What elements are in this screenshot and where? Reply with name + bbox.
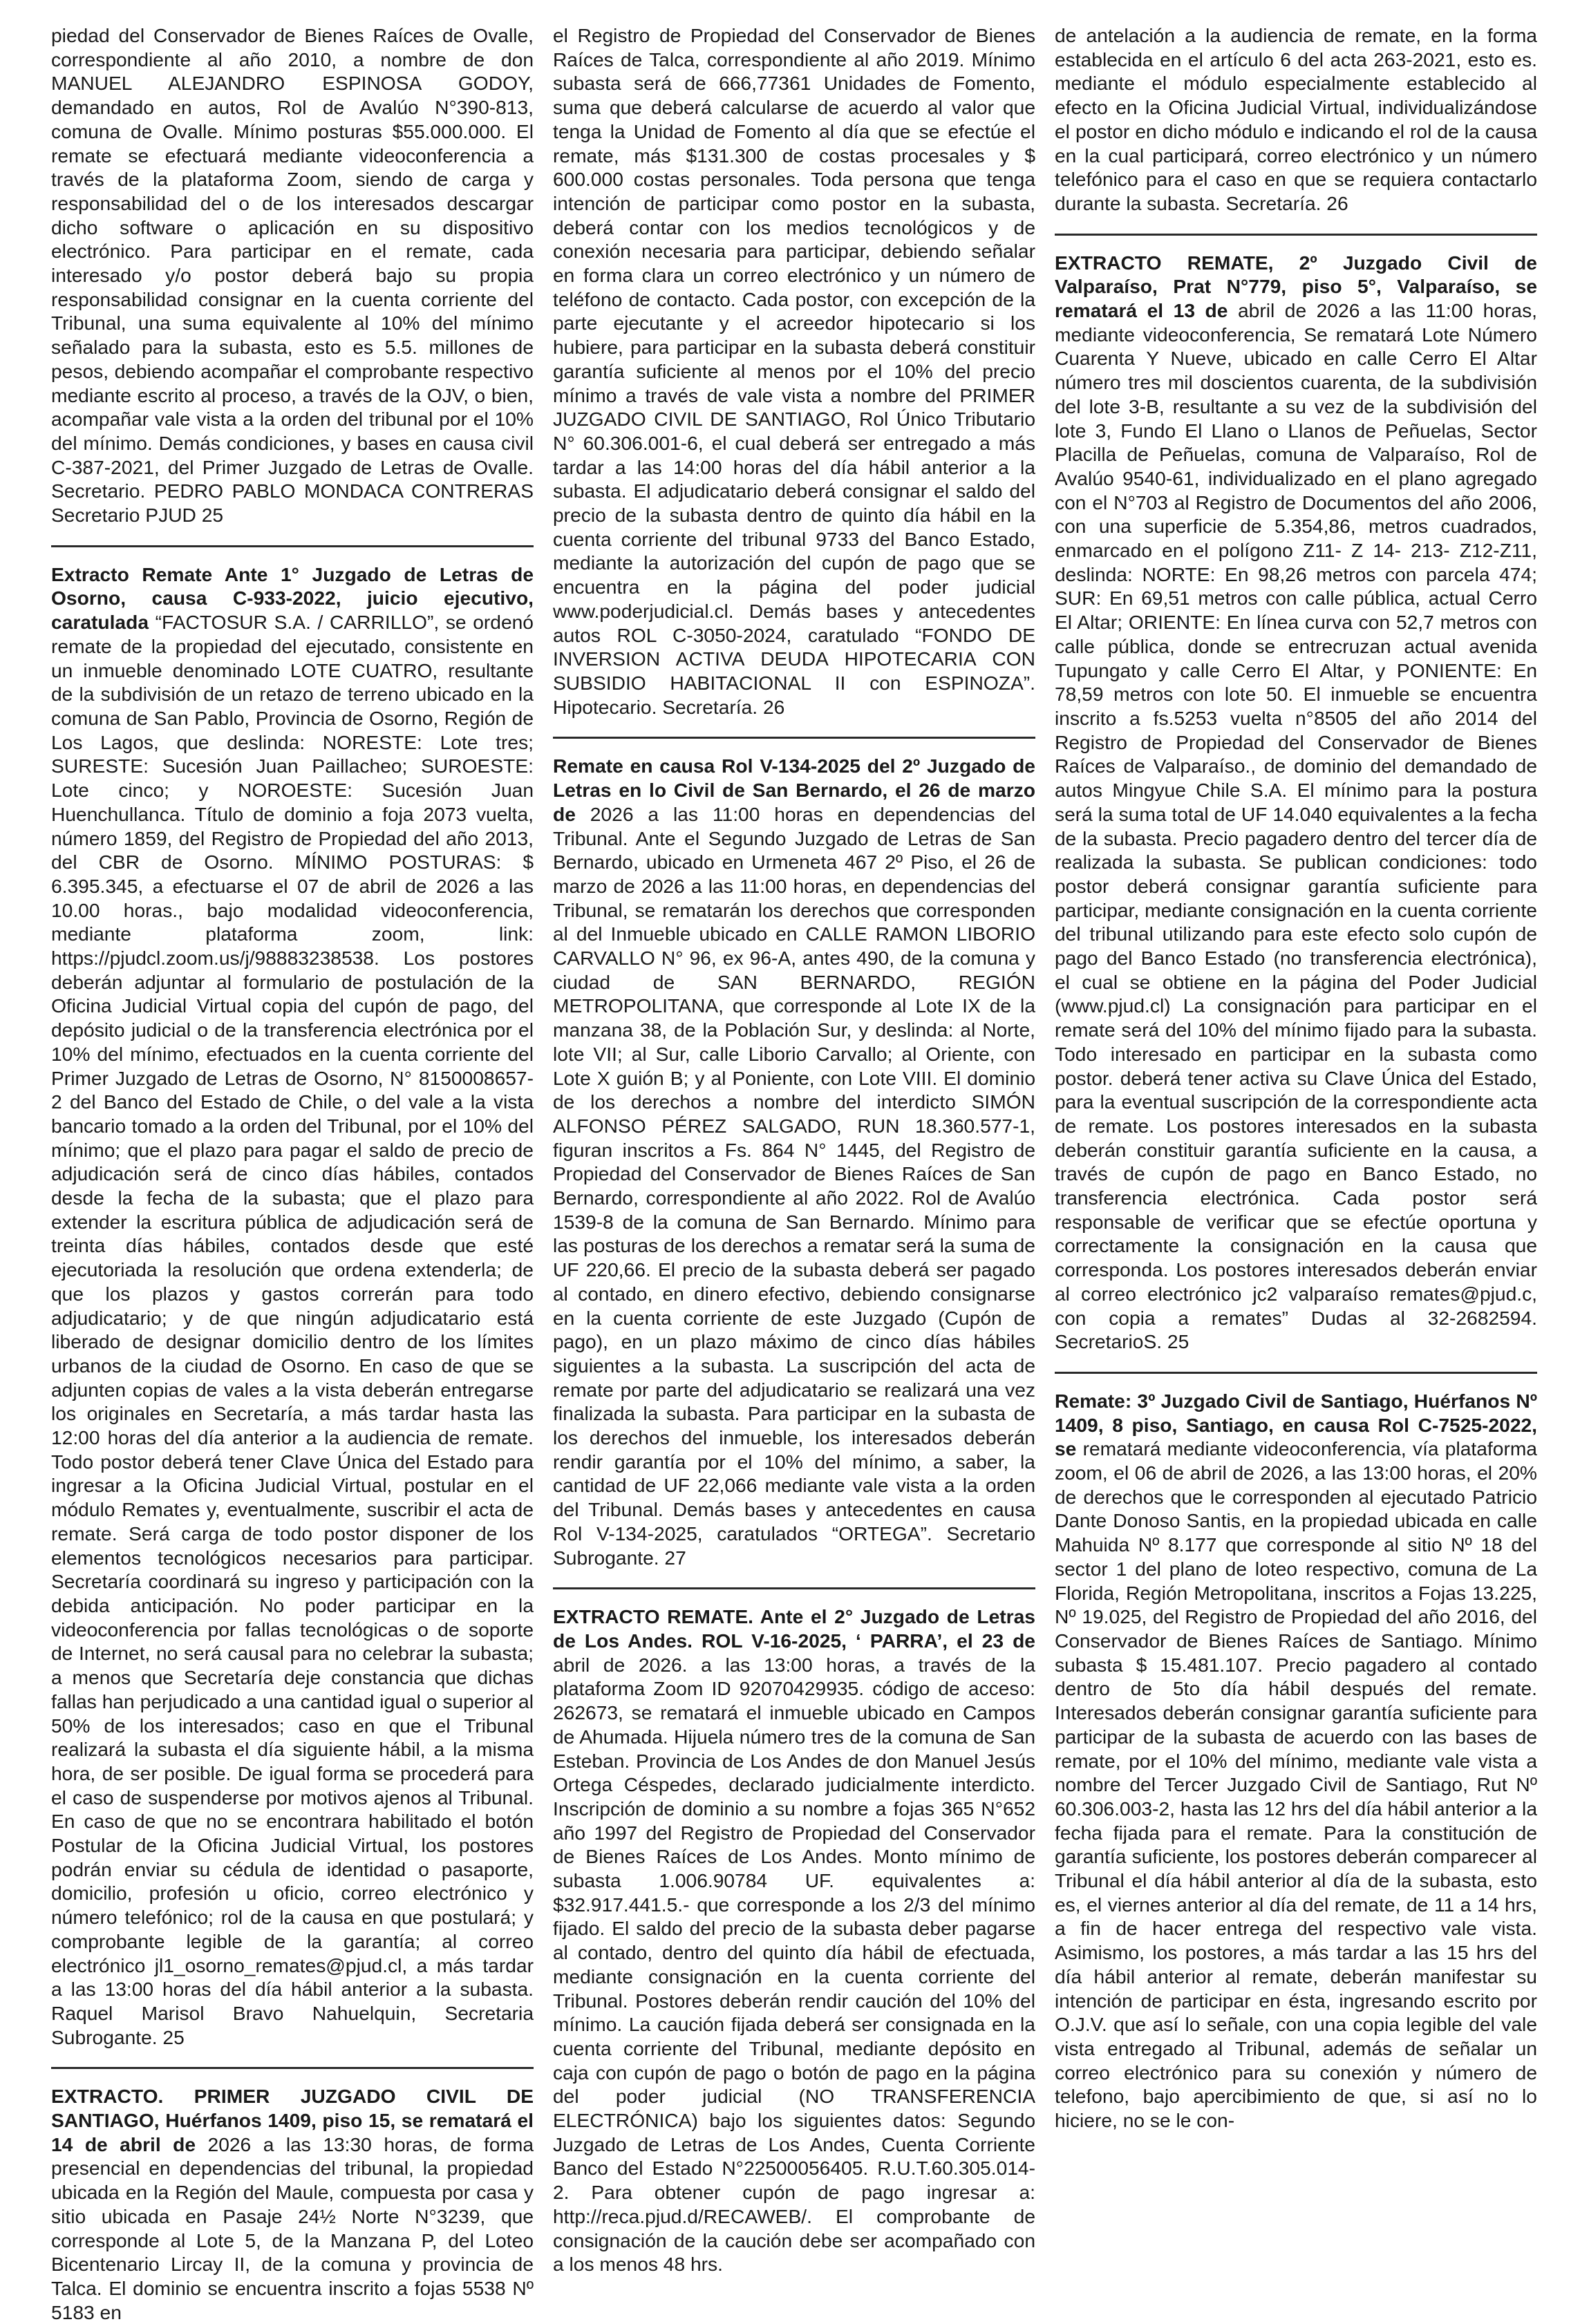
- notice-body: abril de 2026. a las 13:00 horas, a través de la plataforma Zoom ID 92070429935. código de acceso: 262673, se rematará el inmueble ubicado en Campos de Ahumada. Hijuela número tres de la comuna de San Esteban. Provincia de Los Andes de don Manuel Jesús Ortega Céspedes, declarado judicialmente interdicto. Inscripción de dominio a su nombre a fojas 365 N°652 año 1997 del Registro de Propiedad del Conservador de Bienes Raíces de Los Andes. Monto mínimo de subasta 1.006.90784 UF. equivalentes a: $32.917.441.5.- que corresponde a los 2/3 del mínimo fijado. El saldo del precio de la subasta deber pagarse al contado, dentro del quinto día hábil de efectuada, mediante consignación en la cuenta corriente del Tribunal. Postores deberán rendir caución del 10% del mínimo. La caución fijada deberá ser consignada en la cuenta corriente del Tribunal, mediante depósito en caja con cupón de pago o botón de pago en la página del poder judicial (NO TRANSFERENCIA ELECTRÓNICA) bajo los siguientes datos: Segundo Juzgado de Letras de Los Andes, Cuenta Corriente Banco del Estado N°22500056405. R.U.T.60.305.014-2. Para obtener cupón de pago ingresar a: http://reca.pjud.d/RECAWEB/. El comprobante de consignación de la caución debe ser acompañado con a los menos 48 hrs.: [553, 1653, 1035, 2276]
- notice-divider: [51, 545, 534, 547]
- notice-talca-continued: [553, 23, 1035, 719]
- notice-divider: [51, 2067, 534, 2069]
- notice-heading: Remate: 3º Juzgado Civil de Santiago, Huérfanos Nº 1409, 8 piso, Santiago, en causa Rol C-7525-2022, se: [1055, 1389, 1537, 1460]
- notice-heading: Extracto Remate Ante 1° Juzgado de Letras de Osorno, causa C-933-2022, juicio ejecutivo, caratulada: [51, 563, 534, 634]
- notice-san-bernardo: [553, 754, 1035, 1569]
- column-3: [1045, 23, 1547, 2222]
- notice-text: [553, 1605, 1035, 2276]
- notice-divider: [1055, 1372, 1537, 1374]
- notice-text: [1055, 23, 1537, 216]
- notice-text: [1055, 1389, 1537, 2133]
- notice-body: “FACTOSUR S.A. / CARRILLO”, se ordenó remate de la propiedad del ejecutado, consistente en un inmueble denominado LOTE CUATRO, resultante de la subdivisión de un retazo de terreno ubicado en la comuna de San Pablo, Provincia de Osorno, Región de Los Lagos, que deslinda: NORESTE: Lote tres; SURESTE: Sucesión Juan Paillacheo; SUROESTE: Lote cinco; y NOROESTE: Sucesión Juan Huenchullanca. Título de dominio a foja 2073 vuelta, número 1859, del Registro de Propiedad del año 2013, del CBR de Osorno. MÍNIMO POSTURAS: $ 6.395.345, a efectuarse el 07 de abril de 2026 a las 10.00 horas., bajo modalidad videoconferencia, mediante plataforma zoom, link: https://pjudcl.zoom.us/j/98883238538. Los postores deberán adjuntar al formulario de postulación de la Oficina Judicial Virtual copia del cupón de pago, del depósito judicial o de la transferencia electrónica por el 10% del mínimo, efectuados en la cuenta corriente del Primer Juzgado de Letras de Osorno, N° 8150008657-2 del Banco del Estado de Chile, o del vale a la vista bancario tomado a la orden del Tribunal, por el 10% del mínimo; que el plazo para pagar el saldo de precio de adjudicación será de cinco días hábiles, contados desde la fecha de la subasta; que el plazo para extender la escritura pública de adjudicación será de treinta días hábiles, contados desde que esté ejecutoriada la resolución que ordena extenderla; de que los plazos y gastos correrán para todo adjudicatario; y de que ningún adjudicatario está liberado de designar domicilio dentro de los límites urbanos de la ciudad de Osorno. En caso de que se adjunten copias de vales a la vista deberán entregarse los originales en Secretaría, a más tardar hasta las 12:00 horas del día anterior a la audiencia de remate. Todo postor deberá tener Clave Única del Estado para ingresar a la Oficina Judicial Virtual, postular en el módulo Remates y, eventualmente, suscribir el acta de remate. Será carga de todo postor disponer de los elementos tecnológicos necesarios para participar. Secretaría coordinará su ingreso y participación con la debida anticipación. No poder participar en la videoconferencia por fallas tecnológicas o de soporte de Internet, no será causal para no celebrar la subasta; a menos que Secretaría deje constancia que dichas fallas han perjudicado a una cantidad igual o superior al 50% de los interesados; caso en que el Tribunal realizará la subasta el día siguiente hábil, a la misma hora, de ser posible. De igual forma se procederá para el caso de suspenderse por motivos ajenos al Tribunal. En caso de que no se encontrara habilitado el botón Postular de la Oficina Judicial Virtual, los postores podrán enviar su cédula de identidad o pasaporte, domicilio, profesión u oficio, correo electrónico y número telefónico; rol de la causa en que postulará; y comprobante legible de la garantía; al correo electrónico jl1_osorno_remates@pjud.cl, a más tardar a las 13:00 horas del día hábil anterior a la subasta. Raquel Marisol Bravo Nahuelquin, Secretaria Subrogante. 25: [51, 611, 534, 2048]
- notice-heading: Remate en causa Rol V-134-2025 del 2º Juzgado de Letras en lo Civil de San Bernardo, el 26 de marzo de: [553, 755, 1035, 825]
- notice-heading: EXTRACTO REMATE, 2º Juzgado Civil de Valparaíso, Prat N°779, piso 5°, Valparaíso, se rematará el 13 de: [1055, 251, 1537, 322]
- notice-text: [553, 23, 1035, 719]
- notice-body: el Registro de Propiedad del Conservador de Bienes Raíces de Talca, correspondiente al año 2019. Mínimo subasta será de 666,77361 Unidades de Fomento, suma que deberá calcularse de acuerdo al valor que tenga la Unidad de Fomento al día que se efectúe el remate, más $131.300 de costas procesales y $ 600.000 costas personales. Toda persona que tenga intención de participar como postor en la subasta, deberá contar con los medios tecnológicos y de conexión necesaria para participar, debiendo señalar en forma clara un correo electrónico y un número de teléfono de contacto. Cada postor, con excepción de la parte ejecutante y el acreedor hipotecario si los hubiere, para participar en la subasta deberá constituir garantía suficiente al menos por el 10% del precio mínimo a través de vale vista a nombre del PRIMER JUZGADO CIVIL DE SANTIAGO, Rol Único Tributario N° 60.306.001-6, el cual deberá ser entregado a más tardar a las 14:00 horas del día hábil anterior a la subasta. El adjudicatario deberá consignar el saldo del precio de la subasta dentro de quinto día hábil en la cuenta corriente del tribunal 9733 del Banco Estado, mediante la autorización del cupón de pago que se encuentra en la página del poder judicial www.poderjudicial.cl. Demás bases y antecedentes autos ROL C-3050-2024, caratulado “FONDO DE INVERSION ACTIVA DEUDA HIPOTECARIA CON SUBSIDIO HABITACIONAL II con ESPINOZA”. Hipotecario. Secretaría. 26: [553, 24, 1035, 718]
- notice-text: [1055, 251, 1537, 1354]
- notice-body: piedad del Conservador de Bienes Raíces de Ovalle, correspondiente al año 2010, a nombre de don MANUEL ALEJANDRO ESPINOSA GODOY, demandado en autos, Rol de Avalúo N°390-813, comuna de Ovalle. Mínimo posturas $55.000.000. El remate se efectuará mediante videoconferencia a través de la plataforma Zoom, siendo de carga y responsabilidad del o de los interesados descargar dicho software o aplicación en su dispositivo electrónico. Para participar en el remate, cada interesado y/o postor deberá bajo su propia responsabilidad consignar en la cuenta corriente del Tribunal, una suma equivalente al 10% del mínimo señalado para la subasta, esto es 5.5. millones de pesos, debiendo acompañar el comprobante respectivo mediante escrito al proceso, a través de la OJV, o bien, acompañar vale vista a la orden del tribunal por el 10% del mínimo. Demás condiciones, y bases en causa civil C-387-2021, del Primer Juzgado de Letras de Ovalle. Secretario. PEDRO PABLO MONDACA CONTRERAS Secretario PJUD 25: [51, 24, 534, 527]
- notice-ovalle-continued: [51, 23, 534, 527]
- column-2: [543, 23, 1045, 2276]
- notice-text: [51, 563, 534, 2050]
- notice-heading: EXTRACTO. PRIMER JUZGADO CIVIL DE SANTIAGO, Huérfanos 1409, piso 15, se rematará el 14 de abril de: [51, 2085, 534, 2155]
- notice-body: rematará mediante videoconferencia, vía plataforma zoom, el 06 de abril de 2026, a las 13:00 horas, el 20% de derechos que le corresponden al ejecutado Patricio Dante Donoso Santis, en la propiedad ubicada en calle Mahuida Nº 8.177 que corresponde al sitio Nº 18 del sector 1 del plano de loteo respectivo, comuna de La Florida, Región Metropolitana, inscritos a Fojas 13.225, Nº 19.025, del Registro de Propiedad del año 2016, del Conservador de Bienes Raíces de Santiago. Mínimo subasta $ 15.481.107. Precio pagadero al contado dentro de 5to día hábil después del remate. Interesados deberán consignar garantía suficiente para participar de la subasta de acuerdo con las bases de remate, por el 10% del mínimo, mediante vale vista a nombre del Tercer Juzgado Civil de Santiago, Rut Nº 60.306.003-2, hasta las 12 hrs del día hábil anterior a la fecha fijada para el remate. Para la constitución de garantía suficiente, los postores deberán comparecer al Tribunal el día hábil anterior al día de la subasta, esto es, el viernes anterior al día del remate, de 11 a 14 hrs, a fin de hacer entrega del respectivo vale vista. Asimismo, los postores, a más tardar a las 15 hrs del día hábil anterior al remate, deberán manifestar su intención de participar en ésta, ingresando escrito por O.J.V. que así lo señale, con una copia legible del vale vista entregado al Tribunal, además de señalar un correo electrónico para su conexión y número de telefono, bajo apercibimiento de que, si así no lo hiciere, no se le con-: [1055, 1437, 1537, 2132]
- notice-divider: [1055, 234, 1537, 236]
- notice-heading: EXTRACTO REMATE. Ante el 2° Juzgado de Letras de Los Andes. ROL V-16-2025, ‘ PARRA’, el 23 de: [553, 1605, 1035, 1652]
- notice-body: 2026 a las 11:00 horas en dependencias del Tribunal. Ante el Segundo Juzgado de Letras de San Bernardo, ubicado en Urmeneta 467 2º Piso, el 26 de marzo de 2026 a las 11:00 horas, en dependencias del Tribunal, se rematarán los derechos que corresponden al del Inmueble ubicado en CALLE RAMON LIBORIO CARVALLO N° 96, ex 96-A, antes 490, de la comuna y ciudad de SAN BERNARDO, REGIÓN METROPOLITANA, que corresponde al Lote IX de la manzana 38, de la Población Sur, y deslinda: al Norte, lote VII; al Sur, calle Liborio Carvallo; al Oriente, con Lote X guión B; y al Poniente, con Lote VIII. El dominio de los derechos a nombre del interdicto SIMÓN ALFONSO PÉREZ SALGADO, RUN 18.360.577-1, figuran inscritos a Fs. 864 N° 1445, del Registro de Propiedad del Conservador de Bienes Raíces de San Bernardo, correspondiente al año 2022. Rol de Avalúo 1539-8 de la comuna de San Bernardo. Mínimo para las posturas de los derechos a rematar será la suma de UF 220,66. El precio de la subasta deberá ser pagado al contado, en dinero efectivo, debiendo consignarse en la cuenta corriente de este Juzgado (Cupón de pago), en un plazo máximo de cinco días hábiles siguientes a la subasta. La suscripción del acta de remate por parte del adjudicatario se realizará una vez finalizada la subasta. Para participar en la subasta de los derechos del inmueble, los interesados deberán rendir garantía por el 10% del mínimo, a saber, la cantidad de UF 22,066 mediante vale vista a la orden del Tribunal. Demás bases y antecedentes en causa Rol V-134-2025, caratulados “ORTEGA”. Secretario Subrogante. 27: [553, 802, 1035, 1569]
- notice-body: 2026 a las 13:30 horas, de forma presencial en dependencias del tribunal, la propiedad ubicada en la Región del Maule, compuesta por casa y sitio ubicada en Pasaje 24½ Norte N°3239, que corresponde al Lote 5, de la Manzana P, del Loteo Bicentenario Lircay II, de la comuna y provincia de Talca. El dominio se encuentra inscrito a fojas 5538 Nº 5183 en: [51, 2133, 534, 2323]
- notice-tercer-juzgado-santiago: [1055, 1389, 1537, 2133]
- notice-primer-juzgado-santiago: [51, 2084, 534, 2324]
- notice-text: [553, 754, 1035, 1569]
- notice-divider: [553, 737, 1035, 739]
- notice-text: [51, 2084, 534, 2324]
- notice-text: [51, 23, 534, 527]
- notice-valparaiso: [1055, 251, 1537, 1354]
- notice-body: de antelación a la audiencia de remate, en la forma establecida en el artículo 6 del acta 263-2021, esto es. mediante el módulo especialmente establecido al efecto en la Oficina Judicial Virtual, individualizándose el postor en dicho módulo e indicando el rol de la causa en la cual participará, correo electrónico y un número telefónico para el caso en que se requiera contactarlo durante la subasta. Secretaría. 26: [1055, 24, 1537, 214]
- notice-los-andes: [553, 1605, 1035, 2276]
- notice-los-andes-continued: [1055, 23, 1537, 216]
- notice-divider: [553, 1587, 1035, 1589]
- notice-body: abril de 2026 a las 11:00 horas, mediante videoconferencia, Se rematará Lote Número Cuarenta Y Nueve, ubicado en calle Cerro El Altar número tres mil doscientos cuarenta, de la subdivisión del lote 3-B, resultante a su vez de la subdivisión del lote 3, Fundo El Llano o Llanos de Peñuelas, Sector Placilla de Peñuelas, comuna de Valparaíso, Rol de Avalúo 9540-61, individualizado en el plano agregado con el N°703 al Registro de Documentos del año 2006, con una superficie de 5.354,86, metros cuadrados, enmarcado en el polígono Z11- Z 14- 213- Z12-Z11, deslinda: NORTE: En 98,26 metros con parcela 474; SUR: En 69,51 metros con calle pública, actual Cerro El Altar; ORIENTE: En línea curva con 52,7 metros con calle pública, donde se entrecruzan actual avenida Tupungato y calle Cerro El Altar, y PONIENTE: En 78,59 metros con lote 50. El inmueble se encuentra inscrito a fs.5253 vuelta n°8505 del año 2014 del Registro de Propiedad del Conservador de Bienes Raíces de Valparaíso., de dominio del demandado de autos Mingyue Chile S.A. El mínimo para la postura será la suma total de UF 14.040 equivalentes a la fecha de la subasta. Precio pagadero dentro del tercer día de realizada la subasta. Se publican condiciones: todo postor deberá consignar garantía suficiente para participar, mediante consignación en la cuenta corriente del tribunal utilizando para este efecto solo cupón de pago del Banco Estado (no transferencia electrónica), el cual se obtiene en la página del Poder Judicial (www.pjud.cl) La consignación para participar en el remate será del 10% del mínimo fijado para la subasta. Todo interesado en participar en la subasta como postor. deberá tener activa su Clave Única del Estado, para la eventual suscripción de la correspondiente acta de remate. Los postores interesados en la subasta deberán constituir garantía suficiente en la causa, a través de cupón de pago en Banco Estado, no transferencia electrónica. Cada postor será responsable de verificar que se efectúe oportuna y correctamente la consignación en la causa que corresponda. Los postores interesados deberán enviar al correo electrónico jc2 valparaíso remates@pjud.c, con copia a remates” Dudas al 32-2682594. SecretarioS. 25: [1055, 299, 1537, 1353]
- notice-osorno: [51, 563, 534, 2050]
- column-1: [41, 23, 543, 2323]
